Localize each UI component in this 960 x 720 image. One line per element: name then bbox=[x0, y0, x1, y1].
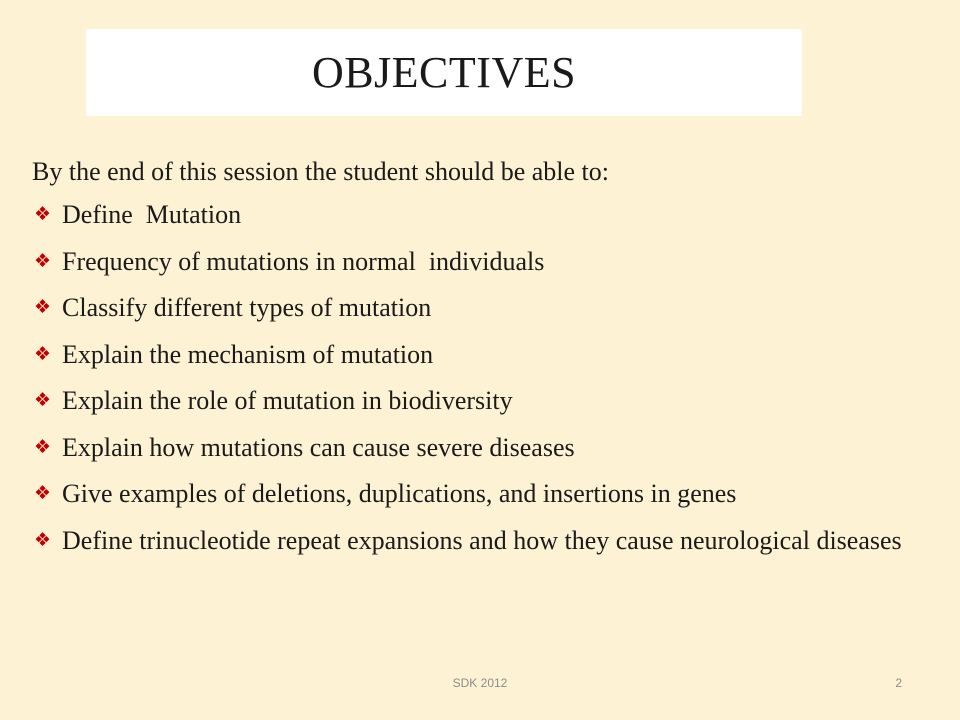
objective-item bbox=[32, 384, 930, 417]
diamond-bullet-icon: ❖ bbox=[34, 249, 52, 272]
diamond-bullet-icon: ❖ bbox=[34, 435, 52, 458]
slide-content bbox=[32, 152, 930, 570]
title-box bbox=[86, 29, 802, 116]
objective-text: Explain how mutations can cause severe diseases bbox=[62, 432, 575, 462]
objective-item bbox=[32, 291, 930, 324]
diamond-bullet-icon: ❖ bbox=[34, 203, 52, 225]
footer-text: SDK 2012 bbox=[452, 676, 508, 690]
objective-text: Classify different types of mutation bbox=[62, 293, 432, 322]
page-number: 2 bbox=[895, 676, 902, 690]
diamond-bullet-icon: ❖ bbox=[34, 389, 52, 411]
diamond-bullet-icon: ❖ bbox=[34, 342, 52, 365]
objective-item bbox=[32, 524, 930, 557]
objective-item bbox=[32, 431, 930, 464]
intro-text: By the end of this session the student should be able to: bbox=[32, 157, 609, 186]
objective-text: Explain the mechanism of mutation bbox=[62, 339, 434, 369]
diamond-bullet-icon: ❖ bbox=[34, 296, 52, 318]
objective-text: Explain the role of mutation in biodiversity bbox=[62, 386, 513, 415]
diamond-bullet-icon: ❖ bbox=[34, 482, 52, 504]
objective-item bbox=[32, 198, 930, 231]
slide-title: OBJECTIVES bbox=[311, 48, 577, 97]
objectives-list bbox=[32, 198, 930, 557]
objective-item bbox=[32, 245, 930, 278]
objective-item bbox=[32, 338, 930, 371]
objective-text: Define trinucleotide repeat expansions and how they cause neurological diseases bbox=[62, 525, 902, 555]
objective-item bbox=[32, 477, 930, 510]
objective-text: Frequency of mutations in normal individuals bbox=[62, 246, 545, 276]
objective-text: Define Mutation bbox=[62, 200, 242, 229]
objective-text: Give examples of deletions, duplications, and insertions in genes bbox=[62, 479, 737, 508]
diamond-bullet-icon: ❖ bbox=[34, 528, 52, 551]
